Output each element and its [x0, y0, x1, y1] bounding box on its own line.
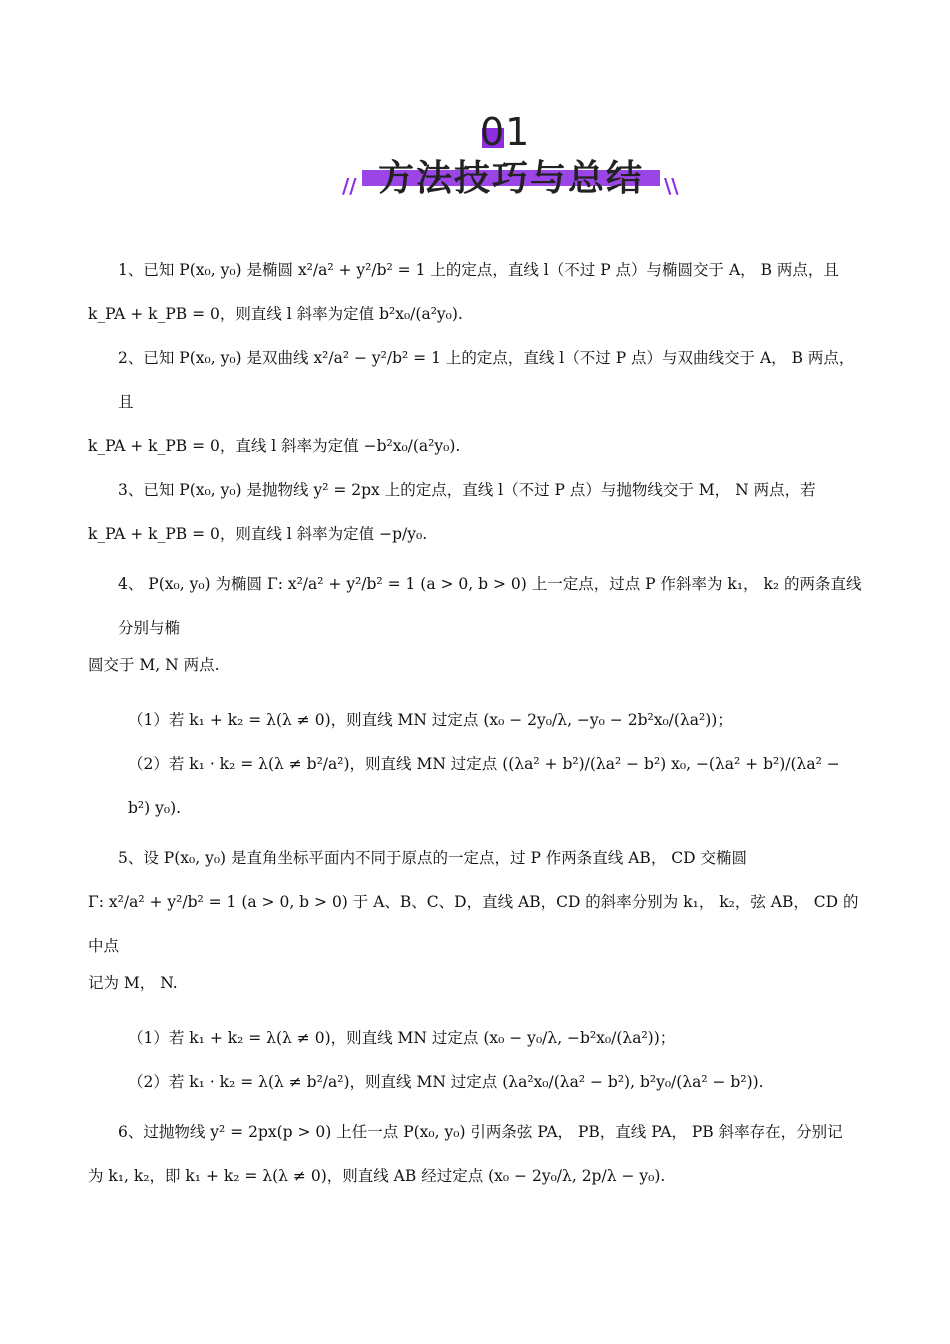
item-5-line-3: 记为 M， N. — [88, 974, 178, 992]
document-body — [88, 248, 864, 1198]
item-5-line-2: Γ: x²/a² + y²/b² = 1 (a > 0, b > 0) 于 A、B、C、D，直线 AB，CD 的斜率分别为 k₁， k₂，弦 AB， CD 的中点 — [88, 893, 859, 955]
item-5-line-1: 5、设 P(x₀, y₀) 是直角坐标平面内不同于原点的一定点，过 P 作两条直线 AB， CD 交椭圆 — [118, 849, 747, 867]
item-3-line-2: k_PA + k_PB = 0，则直线 l 斜率为定值 −p/y₀. — [88, 525, 428, 543]
item-6-line-2: 为 k₁, k₂，即 k₁ + k₂ = λ(λ ≠ 0)，则直线 AB 经过定点 (x₀ − 2y₀/λ, 2p/λ − y₀). — [88, 1167, 666, 1185]
section-header — [0, 110, 950, 210]
item-5-sub-1: （1）若 k₁ + k₂ = λ(λ ≠ 0)，则直线 MN 过定点 (x₀ − y₀/λ, −b²x₀/(λa²))； — [128, 1029, 676, 1047]
slash-decoration-left: // — [342, 174, 357, 198]
item-2-line-1: 2、已知 P(x₀, y₀) 是双曲线 x²/a² − y²/b² = 1 上的定点，直线 l（不过 P 点）与双曲线交于 A， B 两点，且 — [118, 349, 855, 411]
section-title: 方法技巧与总结 — [377, 158, 644, 199]
item-4-sub-2: （2）若 k₁ · k₂ = λ(λ ≠ b²/a²)，则直线 MN 过定点 ((λa² + b²)/(λa² − b²) x₀, −(λa² + b²)/(λa² − b²) y₀). — [128, 755, 840, 817]
slash-decoration-right: \\ — [664, 174, 679, 198]
item-1-line-2: k_PA + k_PB = 0，则直线 l 斜率为定值 b²x₀/(a²y₀). — [88, 305, 463, 323]
item-4-sub-1: （1）若 k₁ + k₂ = λ(λ ≠ 0)，则直线 MN 过定点 (x₀ − 2y₀/λ, −y₀ − 2b²x₀/(λa²))； — [128, 711, 733, 729]
item-6-line-1: 6、过抛物线 y² = 2px(p > 0) 上任一点 P(x₀, y₀) 引两条弦 PA， PB，直线 PA， PB 斜率存在，分别记 — [118, 1123, 843, 1141]
item-4-line-2: 圆交于 M, N 两点. — [88, 656, 220, 674]
item-5-sub-2: （2）若 k₁ · k₂ = λ(λ ≠ b²/a²)，则直线 MN 过定点 (λa²x₀/(λa² − b²), b²y₀/(λa² − b²)). — [128, 1073, 764, 1091]
item-2-line-2: k_PA + k_PB = 0，直线 l 斜率为定值 −b²x₀/(a²y₀). — [88, 437, 461, 455]
item-3-line-1: 3、已知 P(x₀, y₀) 是抛物线 y² = 2px 上的定点，直线 l（不过 P 点）与抛物线交于 M， N 两点，若 — [118, 481, 816, 499]
section-number: 01 — [480, 110, 531, 154]
item-1-line-1: 1、已知 P(x₀, y₀) 是椭圆 x²/a² + y²/b² = 1 上的定点，直线 l（不过 P 点）与椭圆交于 A， B 两点，且 — [118, 261, 839, 279]
item-4-line-1: 4、 P(x₀, y₀) 为椭圆 Γ: x²/a² + y²/b² = 1 (a > 0, b > 0) 上一定点，过点 P 作斜率为 k₁， k₂ 的两条直线分别与椭 — [118, 575, 862, 637]
